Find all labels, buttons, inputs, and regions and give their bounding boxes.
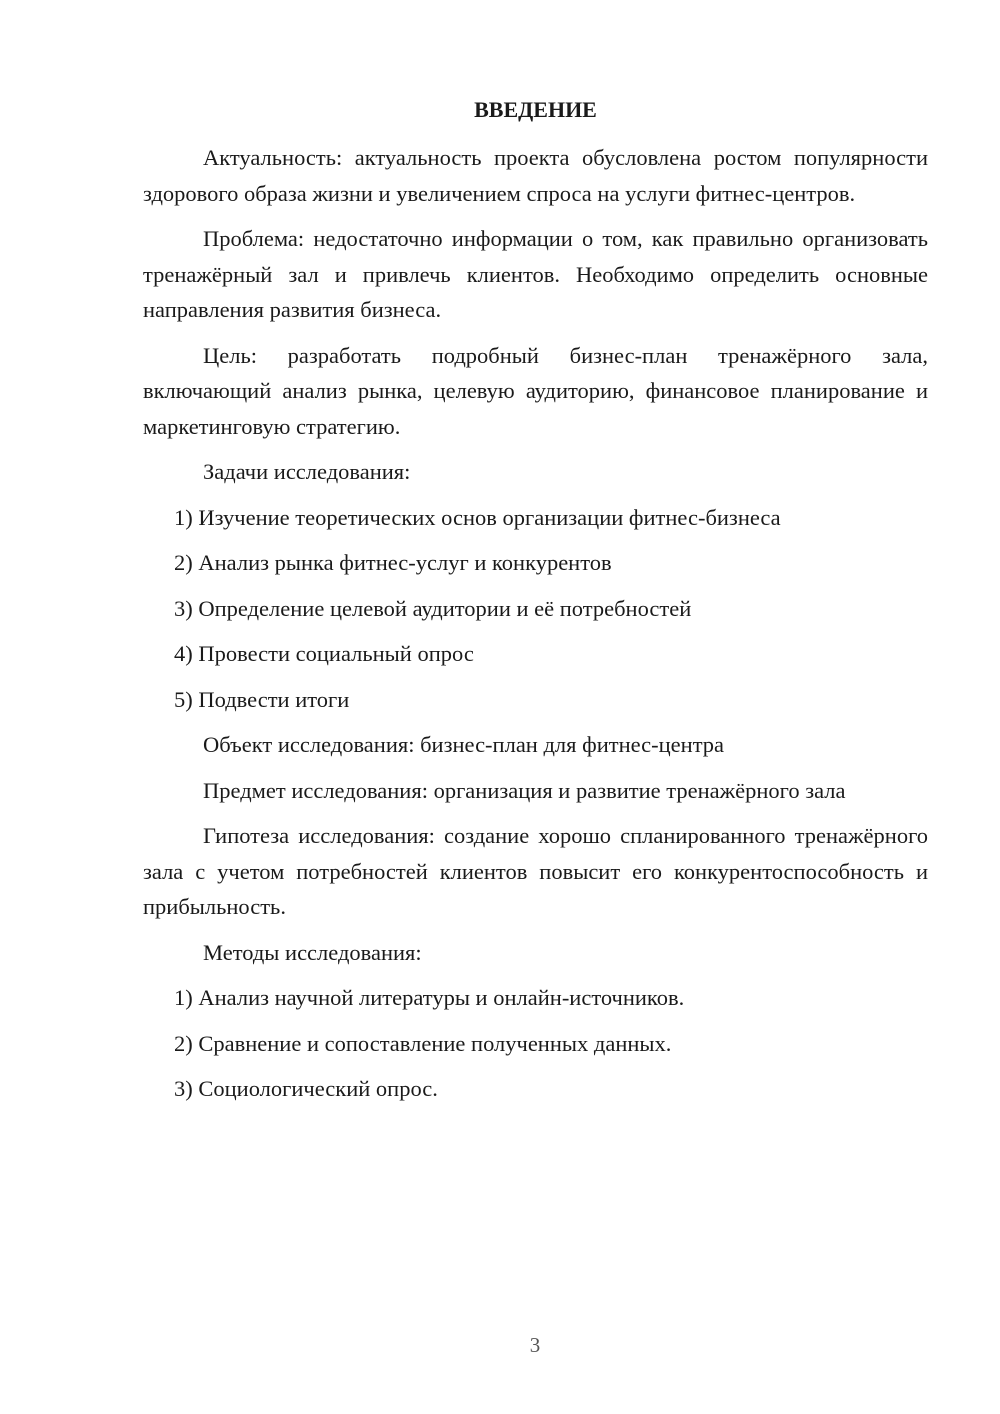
task-item bbox=[143, 682, 928, 718]
methods-heading: Методы исследования: bbox=[203, 939, 422, 965]
task-number: 3) bbox=[174, 595, 199, 621]
problem-paragraph: Проблема: недостаточно информации о том, как правильно организовать тренажёрный зал и привлечь клиентов. Необходимо определить основные направления развития бизнеса. bbox=[143, 226, 928, 322]
task-text: Определение целевой аудитории и её потребностей bbox=[198, 595, 692, 621]
method-text: Сравнение и сопоставление полученных данных. bbox=[198, 1030, 672, 1056]
task-number: 2) bbox=[174, 550, 199, 575]
method-number: 1) bbox=[174, 985, 199, 1010]
task-number: 5) bbox=[174, 686, 199, 712]
task-number: 4) bbox=[174, 641, 199, 666]
relevance-paragraph: Актуальность: актуальность проекта обусловлена ростом популярности здорового образа жизни и увеличением спроса на услуги фитнес-центров. bbox=[143, 145, 928, 206]
task-number: 1) bbox=[174, 504, 199, 530]
task-text: Анализ рынка фитнес-услуг и конкурентов bbox=[198, 550, 612, 575]
method-item bbox=[143, 1071, 928, 1107]
task-item bbox=[143, 545, 928, 581]
task-item bbox=[143, 500, 928, 536]
tasks-heading: Задачи исследования: bbox=[203, 459, 411, 484]
task-item bbox=[143, 636, 928, 672]
method-item bbox=[143, 980, 928, 1016]
task-item bbox=[143, 591, 928, 627]
method-text: Анализ научной литературы и онлайн-источников. bbox=[198, 985, 685, 1010]
research-subject: Предмет исследования: организация и развитие тренажёрного зала bbox=[203, 777, 846, 803]
research-object: Объект исследования: бизнес-план для фитнес-центра bbox=[203, 732, 725, 757]
method-item bbox=[143, 1026, 928, 1062]
section-title: ВВЕДЕНИЕ bbox=[474, 97, 597, 122]
task-text: Изучение теоретических основ организации фитнес-бизнеса bbox=[198, 504, 781, 530]
goal-paragraph: Цель: разработать подробный бизнес-план тренажёрного зала, включающий анализ рынка, целевую аудиторию, финансовое планирование и маркетинговую стратегию. bbox=[143, 342, 928, 439]
method-text: Социологический опрос. bbox=[198, 1076, 438, 1101]
method-number: 2) bbox=[174, 1030, 199, 1056]
page-content bbox=[143, 90, 928, 1117]
page-number: 3 bbox=[529, 1333, 541, 1357]
task-text: Провести социальный опрос bbox=[198, 641, 474, 666]
hypothesis-paragraph: Гипотеза исследования: создание хорошо спланированного тренажёрного зала с учетом потребностей клиентов повысит его конкурентоспособность и прибыльность. bbox=[143, 823, 928, 919]
task-text: Подвести итоги bbox=[198, 686, 350, 712]
method-number: 3) bbox=[174, 1076, 199, 1101]
